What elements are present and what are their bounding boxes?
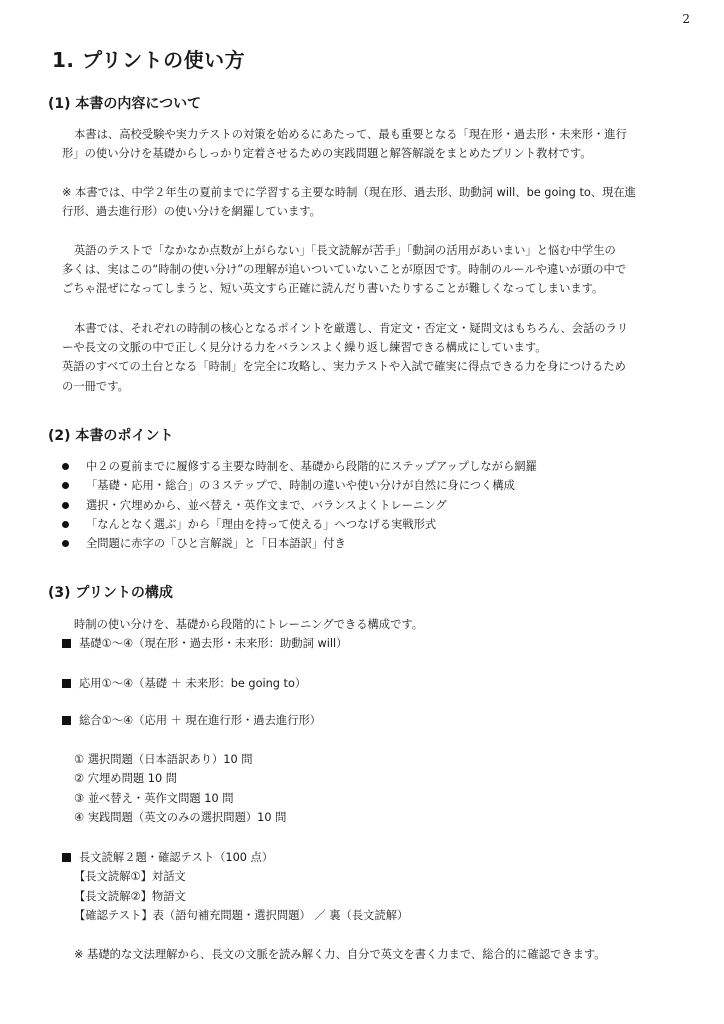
paragraph-line: 多くは、実はこの“時制の使い分け”の理解が追いついていないことが原因です。時制のルールや違いが頭の中で <box>62 263 627 277</box>
square-bullet-icon <box>62 853 71 862</box>
paragraph-intro <box>62 125 682 163</box>
bullet-icon <box>62 521 69 528</box>
confirm-test-item: 【確認テスト】表（語句補充問題・選択問題） ／ 裏（長文読解） <box>74 909 409 922</box>
paragraph-line: の一冊です。 <box>62 379 129 393</box>
structure-intro: 時制の使い分けを、基礎から段階的にトレーニングできる構成です。 <box>74 618 424 631</box>
question-type-1: ① 選択問題（日本語訳あり）10 問 <box>74 753 253 766</box>
bullet-icon <box>62 540 69 547</box>
paragraph-line: ーや長文の文脈の中で正しく見分ける力をバランスよく繰り返し練習できる構成にしています。 <box>62 341 547 355</box>
reading-item-2: 【長文読解②】物語文 <box>74 890 186 903</box>
square-bullet-icon <box>62 716 71 725</box>
paragraph-problem <box>62 241 682 299</box>
list-item: 「なんとなく選ぶ」から「理由を持って使える」へつなげる実戦形式 <box>62 515 537 534</box>
square-bullet-icon <box>62 679 71 688</box>
section-heading-structure: (3) プリントの構成 <box>48 585 173 601</box>
paragraph-note-scope <box>62 183 682 221</box>
question-type-4: ④ 実践問題（英文のみの選択問題）10 問 <box>74 811 287 824</box>
structure-item-chobun: 長文読解２題・確認テスト（100 点） <box>62 848 273 867</box>
paragraph-line: 本書では、それぞれの時制の核心となるポイントを厳選し、肯定文・否定文・疑問文はもちろん、会話のラリ <box>74 322 629 335</box>
section-heading-contents: (1) 本書の内容について <box>48 96 202 112</box>
page-number: 2 <box>682 12 690 26</box>
list-item: 全問題に赤字の「ひと言解説」と「日本語訳」付き <box>62 534 537 553</box>
square-bullet-icon <box>62 639 71 648</box>
structure-item-ouyou: 応用①～④（基礎 ＋ 未来形：be going to） <box>62 674 306 693</box>
paragraph-line: 行形、過去進行形）の使い分けを網羅しています。 <box>62 205 321 219</box>
question-type-3: ③ 並べ替え・英作文問題 10 問 <box>74 792 234 805</box>
section-heading-points: (2) 本書のポイント <box>48 428 174 444</box>
bullet-icon <box>62 463 69 470</box>
list-item: 「基礎・応用・総合」の３ステップで、時制の違いや使い分けが自然に身につく構成 <box>62 476 537 495</box>
bullet-icon <box>62 502 69 509</box>
list-item: 選択・穴埋めから、並べ替え・英作文まで、バランスよくトレーニング <box>62 496 537 515</box>
paragraph-line: ごちゃ混ぜになってしまうと、短い英文すら正確に読んだり書いたりすることが難しくなってしまいます。 <box>62 282 604 296</box>
bullet-icon <box>62 482 69 489</box>
points-list <box>62 457 537 553</box>
reading-item-1: 【長文読解①】対話文 <box>74 870 186 883</box>
page-title: 1. プリントの使い方 <box>52 48 246 72</box>
structure-item-kiso: 基礎①～④（現在形・過去形・未来形：助動詞 will） <box>62 634 347 653</box>
paragraph-line: 英語のテストで「なかなか点数が上がらない」「長文読解が苦手」「動詞の活用があいまい」と悩む中学生の <box>74 244 616 257</box>
paragraph-approach <box>62 319 682 396</box>
question-type-2: ② 穴埋め問題 10 問 <box>74 772 178 785</box>
paragraph-line: ※ 本書では、中学２年生の夏前までに学習する主要な時制（現在形、過去形、助動詞 will、be going to、現在進 <box>62 186 636 199</box>
paragraph-line: 英語のすべての土台となる「時制」を完全に攻略し、実力テストや入試で確実に得点できる力を身につけるため <box>62 360 626 374</box>
structure-note: ※ 基礎的な文法理解から、長文の文脈を読み解く力、自分で英文を書く力まで、総合的に確認できます。 <box>74 948 606 961</box>
structure-item-sougou: 総合①～④（応用 ＋ 現在進行形・過去進行形） <box>62 711 321 730</box>
list-item: 中２の夏前までに履修する主要な時制を、基礎から段階的にステップアップしながら網羅 <box>62 457 537 476</box>
paragraph-line: 本書は、高校受験や実力テストの対策を始めるにあたって、最も重要となる「現在形・過去形・未来形・進行 <box>74 128 627 141</box>
paragraph-line: 形」の使い分けを基礎からしっかり定着させるための実践問題と解答解説をまとめたプリント教材です。 <box>62 147 592 161</box>
